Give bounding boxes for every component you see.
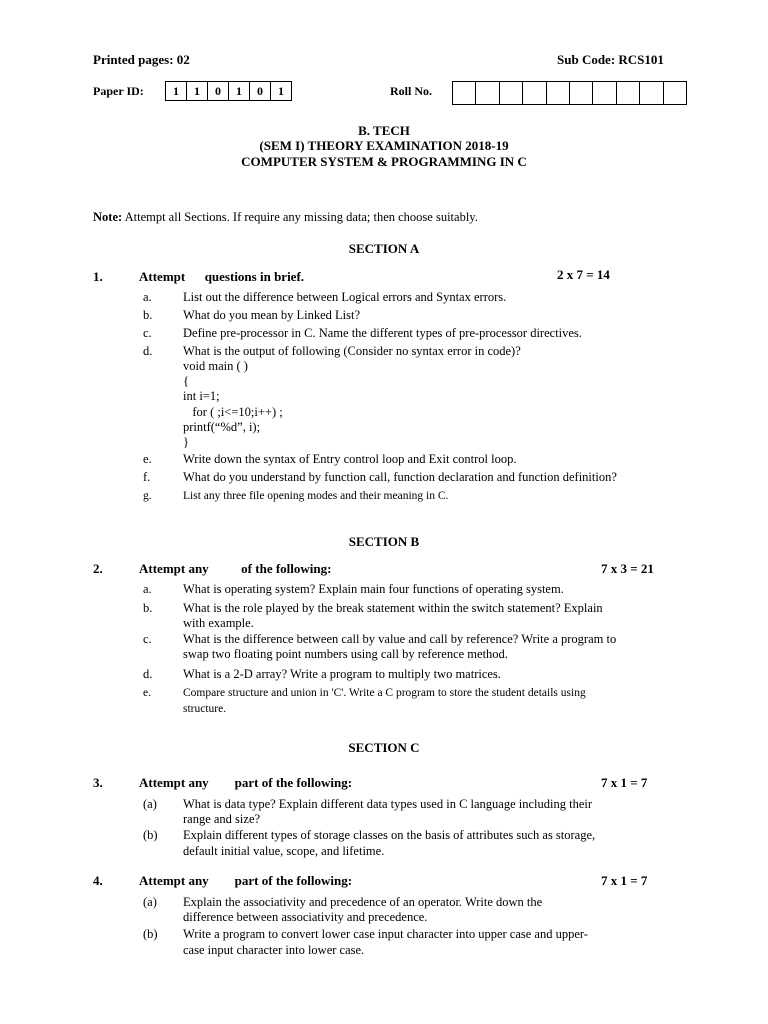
- question-instruction: Attempt any part of the following:: [139, 775, 353, 790]
- item-text: What is a 2-D array? Write a program to multiply two matrices.: [183, 667, 501, 681]
- roll-number-label: Roll No.: [390, 84, 432, 98]
- item-text: What do you mean by Linked List?: [183, 308, 361, 322]
- note-text: Attempt all Sections. If require any missing data; then choose suitably.: [122, 210, 478, 224]
- item-label: (b): [143, 927, 158, 941]
- subject-code: Sub Code: RCS101: [557, 52, 664, 67]
- section-c-heading: SECTION C: [348, 740, 420, 755]
- printed-pages: Printed pages: 02: [93, 52, 190, 67]
- paper-id-digit: 1: [229, 82, 250, 100]
- item-text: Compare structure and union in 'C'. Write a C program to store the student details using: [183, 687, 586, 699]
- item-label: e.: [143, 687, 151, 699]
- question-marks: 7 x 3 = 21: [601, 561, 654, 576]
- item-text: What is operating system? Explain main four functions of operating system.: [183, 582, 564, 596]
- question-number: 1.: [93, 269, 103, 284]
- section-b-heading: SECTION B: [348, 534, 420, 549]
- subject-title: COMPUTER SYSTEM & PROGRAMMING IN C: [241, 154, 527, 169]
- item-label: c.: [143, 326, 152, 340]
- paper-id-digit: 1: [166, 82, 187, 100]
- item-label: b.: [143, 601, 153, 615]
- item-text: List any three file opening modes and their meaning in C.: [183, 490, 449, 502]
- item-text: What is the role played by the break statement within the switch statement? Explain: [183, 601, 603, 615]
- code-line: void main ( ): [183, 359, 248, 373]
- item-text-cont: with example.: [183, 616, 254, 630]
- item-text: Define pre-processor in C. Name the different types of pre-processor directives.: [183, 326, 582, 340]
- code-line: }: [183, 435, 189, 449]
- item-label: (b): [143, 828, 158, 842]
- paper-id-digit: 1: [187, 82, 208, 100]
- code-line: printf(“%d”, i);: [183, 420, 261, 434]
- item-label: d.: [143, 667, 153, 681]
- item-text: What is the output of following (Consider no syntax error in code)?: [183, 344, 521, 358]
- question-marks: 7 x 1 = 7: [601, 775, 648, 790]
- item-label: a.: [143, 290, 152, 304]
- question-instruction: Attempt questions in brief.: [139, 269, 305, 284]
- note-label: Note:: [93, 210, 123, 224]
- exam-degree: B. TECH: [358, 123, 410, 138]
- item-label: a.: [143, 582, 152, 596]
- item-label: (a): [143, 797, 157, 811]
- section-a-heading: SECTION A: [348, 241, 420, 256]
- item-text-cont: difference between associativity and precedence.: [183, 910, 428, 924]
- paper-id-label: Paper ID:: [93, 84, 144, 98]
- item-label: f.: [143, 470, 151, 484]
- item-text: List out the difference between Logical errors and Syntax errors.: [183, 290, 507, 304]
- question-number: 3.: [93, 775, 103, 790]
- item-label: (a): [143, 895, 157, 909]
- item-text: What is the difference between call by value and call by reference? Write a program to: [183, 632, 617, 646]
- item-label: d.: [143, 344, 153, 358]
- question-number: 4.: [93, 873, 103, 888]
- question-instruction: Attempt any of the following:: [139, 561, 332, 576]
- item-text: Explain different types of storage classes on the basis of attributes such as storage,: [183, 828, 596, 842]
- item-text-cont: swap two floating point numbers using call by reference method.: [183, 647, 508, 661]
- roll-number-boxes[interactable]: [452, 81, 687, 105]
- code-line: {: [183, 374, 189, 388]
- item-text-cont: default initial value, scope, and lifetime.: [183, 844, 385, 858]
- item-text: What is data type? Explain different data types used in C language including their: [183, 797, 593, 811]
- item-label: b.: [143, 308, 153, 322]
- paper-id-digit: 0: [208, 82, 229, 100]
- item-text-cont: range and size?: [183, 812, 261, 826]
- item-text: Write down the syntax of Entry control loop and Exit control loop.: [183, 452, 517, 466]
- question-instruction: Attempt any part of the following:: [139, 873, 353, 888]
- item-text-cont: structure.: [183, 703, 227, 715]
- paper-id-digit: 0: [250, 82, 271, 100]
- item-label: c.: [143, 632, 152, 646]
- question-marks: 2 x 7 = 14: [557, 267, 610, 282]
- item-text-cont: case input character into lower case.: [183, 943, 365, 957]
- question-marks: 7 x 1 = 7: [601, 873, 648, 888]
- item-text: Explain the associativity and precedence of an operator. Write down the: [183, 895, 543, 909]
- code-line: for ( ;i<=10;i++) ;: [183, 405, 283, 419]
- note: [93, 210, 478, 225]
- question-number: 2.: [93, 561, 103, 576]
- item-text: What do you understand by function call, function declaration and function definition?: [183, 470, 617, 484]
- paper-id-digit: 1: [278, 84, 284, 98]
- exam-title: (SEM I) THEORY EXAMINATION 2018-19: [259, 138, 509, 153]
- item-label: g.: [143, 490, 152, 502]
- item-label: e.: [143, 452, 152, 466]
- code-line: int i=1;: [183, 389, 220, 403]
- item-text: Write a program to convert lower case input character into upper case and upper-: [183, 927, 588, 941]
- paper-id-boxes: [165, 81, 292, 101]
